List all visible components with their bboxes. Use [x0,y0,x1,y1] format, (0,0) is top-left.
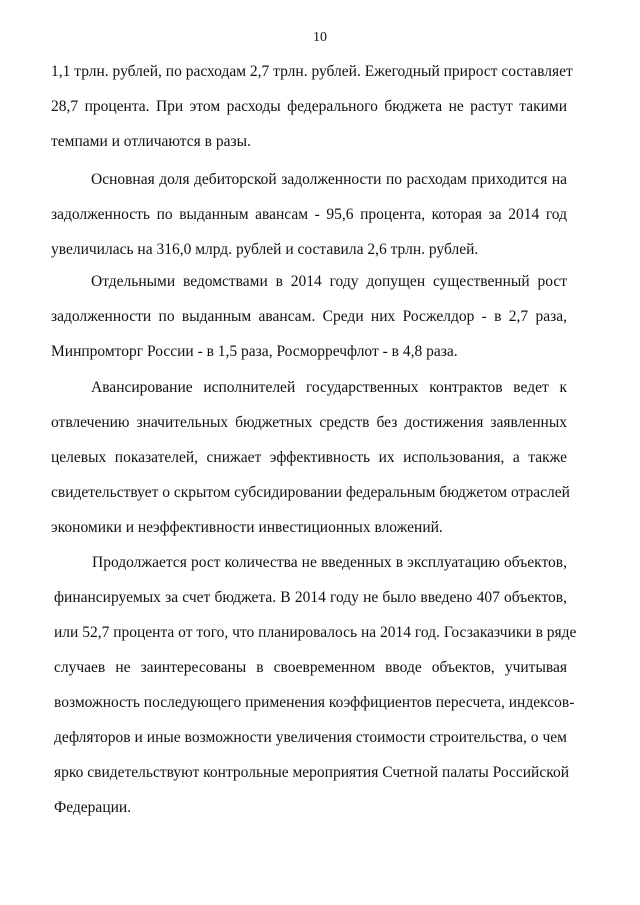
page-number: 10 [313,30,327,45]
paragraph-line: 28,7 процента. При этом расходы федерального бюджета не растут такими [51,98,567,115]
paragraph-line: экономики и неэффективности инвестиционных вложений. [51,519,443,536]
paragraph-line: отвлечению значительных бюджетных средств без достижения заявленных [51,414,567,431]
paragraph-line: ярко свидетельствуют контрольные мероприятия Счетной палаты Российской [54,764,569,781]
paragraph-line: финансируемых за счет бюджета. В 2014 году не было введено 407 объектов, [54,589,567,606]
paragraph-line: увеличилась на 316,0 млрд. рублей и составила 2,6 трлн. рублей. [51,241,479,258]
paragraph-line: целевых показателей, снижает эффективность их использования, а также [51,449,567,466]
paragraph-line: свидетельствует о скрытом субсидировании федеральным бюджетом отраслей [51,484,570,501]
paragraph-line: Авансирование исполнителей государственных контрактов ведет к [91,379,567,396]
paragraph-line: задолженности по выданным авансам. Среди них Росжелдор - в 2,7 раза, [51,308,567,325]
paragraph-line: задолженность по выданным авансам - 95,6 процента, которая за 2014 год [51,206,567,223]
paragraph-line: дефляторов и иные возможности увеличения стоимости строительства, о чем [54,729,567,746]
paragraph-line: Федерации. [54,799,132,816]
paragraph-line: темпами и отличаются в разы. [51,133,251,150]
paragraph-line: возможность последующего применения коэффициентов пересчета, индексов- [54,694,575,711]
paragraph-line: случаев не заинтересованы в своевременном вводе объектов, учитывая [54,659,567,676]
paragraph-line: Минпромторг России - в 1,5 раза, Росморречфлот - в 4,8 раза. [51,343,458,360]
paragraph-line: 1,1 трлн. рублей, по расходам 2,7 трлн. рублей. Ежегодный прирост составляет [51,63,573,80]
paragraph-line: Основная доля дебиторской задолженности по расходам приходится на [91,171,567,188]
paragraph-line: Отдельными ведомствами в 2014 году допущен существенный рост [91,273,567,290]
paragraph-line: или 52,7 процента от того, что планировалось на 2014 год. Госзаказчики в ряде [54,624,577,641]
paragraph-line: Продолжается рост количества не введенных в эксплуатацию объектов, [92,554,567,571]
